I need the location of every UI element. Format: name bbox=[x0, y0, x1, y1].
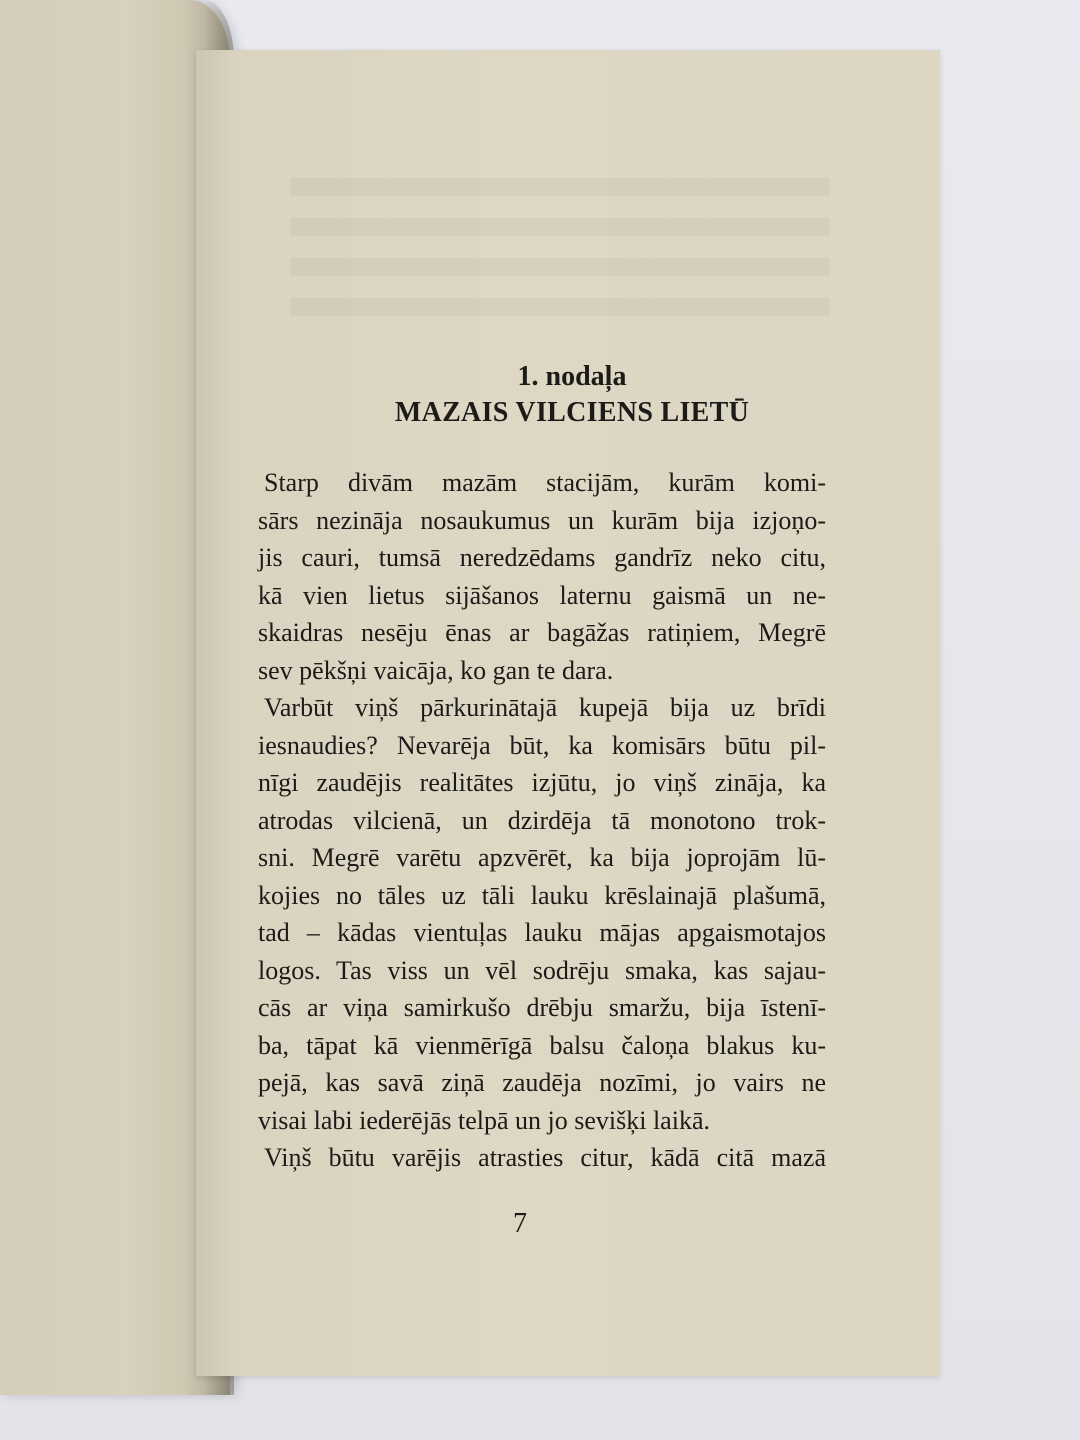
text-line: visai labi iederējās telpā un jo sevišķi laikā. bbox=[258, 1105, 710, 1135]
text-line: sev pēkšņi vaicāja, ko gan te dara. bbox=[258, 655, 614, 685]
chapter-title: MAZAIS VILCIENS LIETŪ bbox=[394, 397, 750, 428]
text-line: logos. Tas viss un vēl sodrēju smaka, kas sajau- bbox=[258, 955, 826, 985]
paragraph-3 bbox=[258, 1139, 826, 1177]
text-line: nīgi zaudējis realitātes izjūtu, jo viņš zināja, ka bbox=[258, 768, 826, 797]
paragraph-1 bbox=[258, 464, 826, 689]
text-line: iesnaudies? Nevarēja būt, ka komisārs būtu pil- bbox=[258, 730, 826, 760]
show-through-line bbox=[290, 178, 830, 196]
paragraph-2 bbox=[258, 689, 826, 1139]
show-through-line bbox=[290, 258, 830, 276]
text-line: atrodas vilcienā, un dzirdēja tā monotono trok- bbox=[258, 805, 826, 835]
text-line: cās ar viņa samirkušo drēbju smaržu, bija īstenī- bbox=[258, 993, 826, 1022]
text-line: ba, tāpat kā vienmērīgā balsu čaloņa blakus ku- bbox=[258, 1030, 826, 1060]
text-line: pejā, kas savā ziņā zaudēja nozīmi, jo vairs ne bbox=[258, 1068, 826, 1097]
text-line: Starp divām mazām stacijām, kurām komi- bbox=[264, 468, 826, 497]
chapter-number: 1. nodaļa bbox=[517, 361, 627, 392]
text-line: kojies no tāles uz tāli lauku krēslainajā plašumā, bbox=[258, 880, 826, 910]
body-text bbox=[258, 464, 826, 1177]
text-line: Varbūt viņš pārkurinātajā kupejā bija uz brīdi bbox=[264, 693, 826, 722]
text-line: tad – kādas vientuļas lauku mājas apgaismotajos bbox=[258, 918, 826, 947]
show-through-line bbox=[290, 298, 830, 316]
text-line: Viņš būtu varējis atrasties citur, kādā citā mazā bbox=[264, 1143, 826, 1172]
page-number: 7 bbox=[513, 1208, 527, 1239]
text-line: skaidras nesēju ēnas ar bagāžas ratiņiem, Megrē bbox=[258, 618, 826, 647]
text-line: sārs nezināja nosaukumus un kurām bija izjoņo- bbox=[258, 505, 826, 535]
text-line: kā vien lietus sijāšanos laternu gaismā un ne- bbox=[258, 580, 826, 610]
show-through-line bbox=[290, 218, 830, 236]
text-line: jis cauri, tumsā neredzēdams gandrīz neko citu, bbox=[258, 543, 826, 572]
text-line: sni. Megrē varētu apzvērēt, ka bija joprojām lū- bbox=[258, 843, 826, 872]
page-text bbox=[258, 360, 826, 1177]
